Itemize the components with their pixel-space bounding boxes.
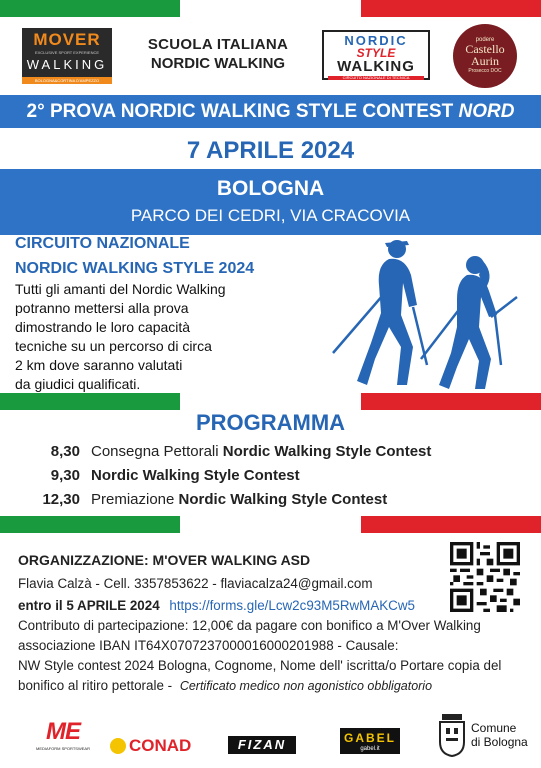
nordic-style-walking-logo [322,30,430,80]
org-certificate: Certificato medico non agonistico obbligatorio [179,679,433,693]
flag-stripe-top [0,0,541,17]
program-desc-bold: Nordic Walking Style Contest [178,491,388,508]
conad-text: CONAD [129,736,192,755]
mover-foot: BOLOGNA&CORTINA D'AMPEZZO [22,77,112,84]
gabel-text: GABEL [344,731,396,745]
nws-line3: WALKING [337,58,415,75]
program-time: 9,30 [50,467,80,484]
program-desc: Consegna Pettorali [91,443,223,460]
registration-link[interactable]: https://forms.gle/Lcw2c93M5RwMAKCw5 [169,598,415,613]
castello-name2: Aurin [471,54,499,68]
event-title: 2° PROVA NORDIC WALKING STYLE CONTEST [26,101,454,122]
circuit-line: dimostrando le loro capacità [15,319,191,335]
comune-line2: di Bologna [471,735,528,749]
program-title: PROGRAMMA [195,410,346,435]
castello-sub: Prosecco DOC [468,68,502,74]
qr-code[interactable] [450,542,520,612]
circuit-body [15,280,226,394]
venue-city: BOLOGNA [216,177,325,200]
castello-top: podere [475,37,495,43]
circuit-line: potranno mettersi alla prova [15,300,189,316]
circuit-title-2: NORDIC WALKING STYLE 2024 [15,260,255,277]
scuola-italiana-logo [138,36,298,72]
venue-band [0,169,541,235]
org-ritiro: bonifico al ritiro pettorale - [18,678,173,693]
event-date: 7 APRILE 2024 [186,137,355,164]
sponsor-fizan-logo [228,736,296,754]
circuit-title-1: CIRCUITO NAZIONALE [15,235,190,252]
org-deadline: entro il 5 APRILE 2024 [18,598,160,613]
mover-tag: EXCLUSIVE SPORT EXPERIENCE [34,50,100,55]
program-time: 8,30 [50,443,80,460]
fizan-text: FIZAN [237,737,287,752]
sponsor-me-sub: MEDIAFORM SPORTSWEAR [36,746,90,751]
flag-stripe-lower [0,516,541,533]
nordic-walkers-illustration [325,235,525,395]
comune-crest-icon [437,712,467,758]
circuit-line: 2 km dove saranno valutati [15,357,183,373]
program-desc-bold: Nordic Walking Style Contest [222,443,432,460]
org-ritiro-row [18,676,538,696]
sponsor-gabel-logo [340,728,400,754]
nws-line2: STYLE [356,46,396,60]
org-title: ORGANIZZAZIONE: M'OVER WALKING ASD [18,552,311,568]
program-text [91,467,300,484]
event-title-italic: NORD [458,101,515,122]
mover-brand: MOVER [33,30,101,49]
scuola-line2: NORDIC WALKING [150,55,286,72]
comune-line1: Comune [471,721,517,735]
gabel-sub: gabel.it [360,746,380,752]
scuola-line1: SCUOLA ITALIANA [147,36,289,53]
circuit-line: tecniche su un percorso di circa [15,338,212,354]
sponsor-comune-logo [437,712,528,758]
circuit-line: Tutti gli amanti del Nordic Walking [15,281,226,297]
circuit-line: da giudici qualificati. [15,376,141,392]
nws-line1: NORDIC [344,33,408,48]
flag-stripe-mid [0,393,541,410]
org-iban: associazione IBAN IT64X0707237000016000201988 - Causale: [18,638,399,653]
program-text [91,443,431,460]
walker-left-figure [357,240,417,385]
org-contact: Flavia Calzà - Cell. 3357853622 - flaviacalza24@gmail.com [18,576,373,591]
program-desc: Premiazione [91,491,179,508]
title-band [0,95,541,128]
mover-sub: WALKING [26,57,108,72]
sponsor-mediaform-logo [33,718,93,751]
castello-name1: Castello [465,42,505,56]
comune-text [471,721,528,749]
org-fee: Contributo di partecipazione: 12,00€ da pagare con bonifico a M'Over Walking [18,618,481,633]
castello-aurin-logo [453,24,517,88]
org-causale: NW Style contest 2024 Bologna, Cognome, Nome dell' iscritta/o Portare copia del [18,658,502,673]
mover-walking-logo [22,28,112,84]
sponsor-me-mark: ME [46,718,80,745]
logo-row [0,24,541,88]
program-time: 12,30 [42,491,80,508]
program-text [91,491,387,508]
program-desc-bold: Nordic Walking Style Contest [91,467,300,484]
venue-place: PARCO DEI CEDRI, VIA CRACOVIA [130,206,411,225]
nws-foot: CIRCUITO NAZIONALE DI TECNICA [328,76,424,80]
conad-flower-icon [110,738,126,754]
sponsor-conad-logo [110,736,191,756]
